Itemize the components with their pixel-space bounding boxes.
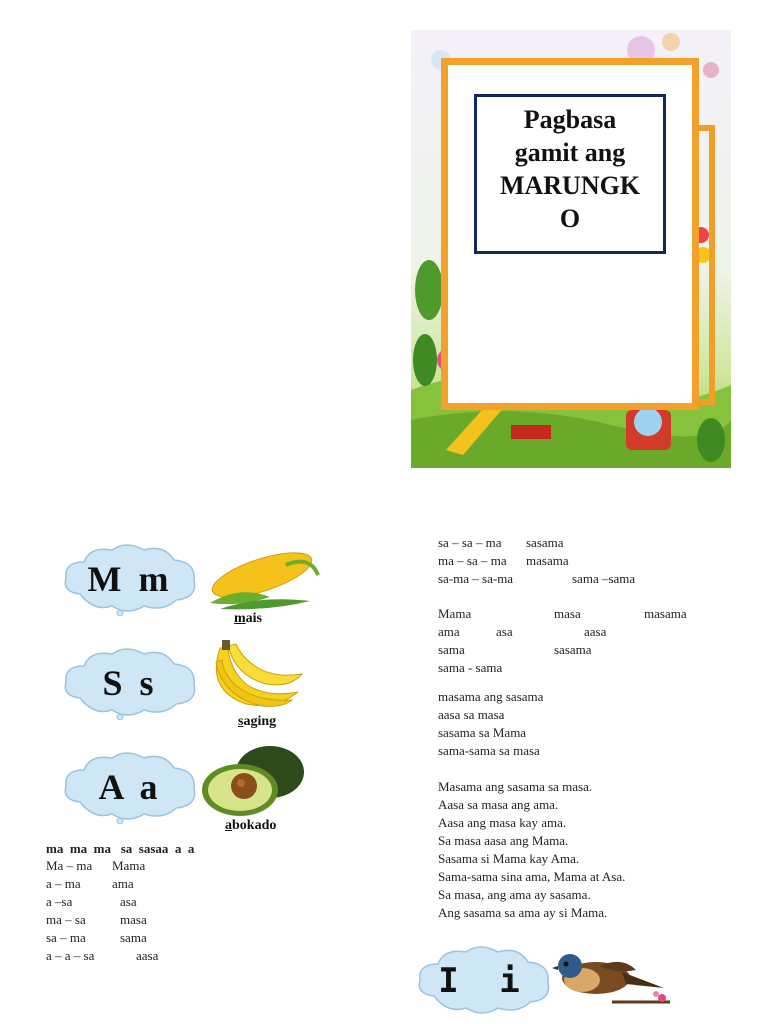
word-label-saging — [238, 714, 276, 730]
list-item: sa-ma – sa-ma sama –sama — [438, 571, 636, 586]
list-item: ma – sa masa — [46, 912, 147, 927]
drill-header: ma ma ma sa sasaa a a — [46, 841, 195, 856]
word-rest: bokado — [232, 818, 277, 833]
title-line-3: MARUNGK — [499, 171, 641, 200]
letter-cloud-i — [414, 944, 554, 1018]
title-line-2: gamit ang — [514, 138, 626, 167]
list-item: Sa masa, ang ama ay sasama. — [438, 887, 591, 902]
avocado-icon — [200, 742, 310, 820]
sentence-drill — [438, 778, 625, 922]
letter-glyph: S s — [102, 663, 158, 703]
list-item: masama ang sasama — [438, 689, 544, 704]
list-item: ama asa aasa — [438, 624, 607, 639]
phrase-drill — [438, 688, 543, 760]
list-item: Aasa ang masa kay ama. — [438, 815, 567, 830]
underlined-letter: m — [234, 611, 246, 626]
list-item: sama sasama — [438, 642, 592, 657]
list-item: Mama masa masama — [438, 606, 687, 621]
list-item: sa – sa – ma sasama — [438, 535, 564, 550]
list-item: sama - sama — [438, 660, 503, 675]
list-item: a – a – sa aasa — [46, 948, 159, 963]
list-item: sasama sa Mama — [438, 725, 527, 740]
word-drill — [438, 605, 700, 677]
underlined-letter: a — [225, 818, 232, 833]
list-item: Sa masa aasa ang Mama. — [438, 833, 569, 848]
list-item: Ang sasama sa ama ay si Mama. — [438, 905, 608, 920]
word-label-mais — [234, 611, 262, 627]
list-item: ma – sa – ma masama — [438, 553, 569, 568]
word-rest: aging — [243, 714, 277, 729]
list-item: Ma – ma Mama — [46, 858, 146, 873]
list-item: a – ma ama — [46, 876, 134, 891]
list-item: Sama-sama sina ama, Mama at Asa. — [438, 869, 626, 884]
letter-cloud-s — [60, 646, 200, 720]
letter-glyph: M m — [87, 559, 173, 599]
letter-glyph: I i — [438, 961, 530, 1001]
word-rest: ais — [245, 611, 263, 626]
cover-frame-back — [693, 125, 715, 405]
list-item: sa – ma sama — [46, 930, 147, 945]
list-item: a –sa asa — [46, 894, 137, 909]
list-item: sama-sama sa masa — [438, 743, 540, 758]
list-item: Masama ang sasama sa masa. — [438, 779, 593, 794]
letter-cloud-a — [60, 750, 200, 824]
syllable-drill — [438, 534, 635, 588]
book-title — [474, 94, 666, 254]
left-drill-list — [46, 857, 158, 965]
title-line-1: Pagbasa — [523, 105, 617, 134]
list-item: aasa sa masa — [438, 707, 505, 722]
banana-icon — [206, 640, 306, 712]
list-item: Aasa sa masa ang ama. — [438, 797, 559, 812]
list-item: Sasama si Mama kay Ama. — [438, 851, 580, 866]
underlined-letter: s — [238, 714, 244, 729]
letter-glyph: A a — [98, 767, 162, 807]
letter-cloud-m — [60, 542, 200, 616]
title-line-4: O — [559, 204, 581, 233]
bird-icon — [552, 948, 674, 1006]
corn-icon — [200, 545, 320, 615]
word-label-abokado — [225, 818, 276, 834]
